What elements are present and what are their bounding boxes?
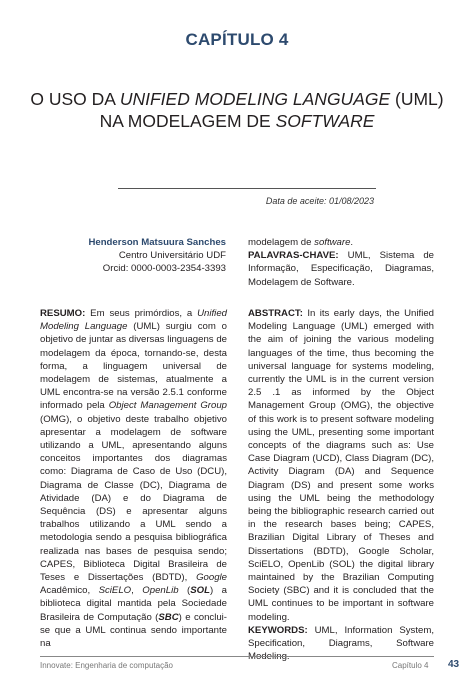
title-part: (UML) NA MODELAGEM DE — [99, 89, 444, 131]
resumo-text: (UML) surgiu com o objetivo de juntar as diversas linguagens de modelagem da época, tornando-se, desta forma, a linguagem universal de modelagem de sistemas, atualmente a UML encontra-se na versão 2.5.1 conforme informado pela — [40, 321, 227, 412]
resumo-bold-italic: SBC — [158, 611, 179, 623]
resumo-label: RESUMO: — [40, 308, 86, 319]
resumo-italic: Unified Modeling Language — [40, 308, 227, 333]
resumo-italic: OpenLib — [142, 585, 179, 597]
title-part: O USO DA — [30, 89, 120, 109]
divider — [118, 188, 376, 189]
palavras-chave-label: PALAVRAS-CHAVE: — [248, 250, 339, 262]
resumo-text: Acadêmico, — [40, 585, 99, 597]
resumo-text: , — [131, 585, 143, 597]
footer-divider — [40, 656, 434, 657]
chapter-heading: CAPÍTULO 4 — [185, 30, 289, 49]
resumo-text: ) a biblioteca digital mantida pela Sociedade Brasileira de Computação ( — [40, 585, 227, 623]
resumo-italic: SciELO — [98, 585, 132, 597]
resumo-text: (OMG), o objetivo deste trabalho objetivo apresentar a modelagem de software utilizando a UML, apresentando alguns conceitos importantes dos diagramas como: Diagrama de Caso de Uso (DCU), Diagrama de Classe (DC), Diagrama de Atividade (DA) e do Diagrama de Sequência (DS) e apresentar alguns trabalhos utilizando a UML sendo a metodologia sendo a pesquisa bibliográfica realizada nas bases de pesquisa sendo; CAPES, Biblioteca Digital Brasileira de Teses e Dissertações (BDTD), — [40, 413, 227, 584]
footer-chapter: Capítulo 4 — [392, 661, 429, 670]
abstract-label: ABSTRACT: — [248, 308, 303, 319]
author-name: Henderson Matsuura Sanches — [88, 237, 226, 248]
footer-book-title: Innovate: Engenharia de computação — [40, 661, 173, 670]
palavras-chave-block — [248, 236, 434, 289]
title-italic-part: UNIFIED MODELING LANGUAGE — [119, 89, 391, 109]
abstract-text: In its early days, the Unified Modeling Language (UML) emerged with the aim of joining the various modeling languages of the time, thus becoming the universal language for systems modeling, currently the UML is in the current version 2.5 .1 as informed by the Object Management Group (OMG), the objective of this work is to present software modeling using the UML, presenting some important concepts of the diagrams such as: Use Case Diagram (UCD), Class Diagram (DC), Activity Diagram (DA) and Sequence Diagram (DS) and present some works using the UML being the methodology being the bibliographic research carried out in the research bases being; CAPES, Brazilian Digital Library of Theses and Dissertations (BDTD), Google Scholar, SciELO, OpenLib (SOL) the digital library maintained by the Brazilian Computing Society (SBC) and it is concluded that the UML continues to be important in software modeling. — [248, 308, 434, 623]
title-italic-part: SOFTWARE — [275, 111, 375, 131]
resumo-text: ) e conclui-se que a UML continua sendo importante na — [40, 611, 228, 650]
palavras-chave-text: UML, Sistema de Informação, Especificação, Diagramas, Modelagem de Software. — [248, 250, 434, 288]
resumo-text: ( — [178, 585, 191, 597]
resumo-italic: Object Management Group — [108, 400, 227, 412]
resumo-continuation: modelagem de software. — [248, 237, 354, 248]
palavras-chave — [248, 249, 434, 289]
chapter-title — [20, 88, 454, 132]
author-block — [40, 236, 226, 276]
author-orcid: Orcid: 0000-0003-2354-3393 — [102, 263, 226, 275]
page-number: 43 — [448, 659, 460, 670]
abstract-paragraph — [248, 307, 434, 624]
acceptance-date: Data de aceite: 01/08/2023 — [265, 196, 374, 206]
keywords-label: KEYWORDS: — [248, 624, 308, 636]
author-affiliation: Centro Universitário UDF — [118, 250, 226, 262]
abstract-block — [248, 307, 434, 663]
resumo-text: Em seus primórdios, a — [85, 308, 198, 319]
resumo-italic: Google — [196, 572, 227, 584]
keywords-text: UML, Information System, Specification, Diagrams, Software Modeling. — [248, 624, 434, 663]
keywords — [248, 624, 434, 664]
resumo-paragraph — [40, 307, 227, 650]
resumo-bold-italic: SOL — [190, 585, 210, 597]
